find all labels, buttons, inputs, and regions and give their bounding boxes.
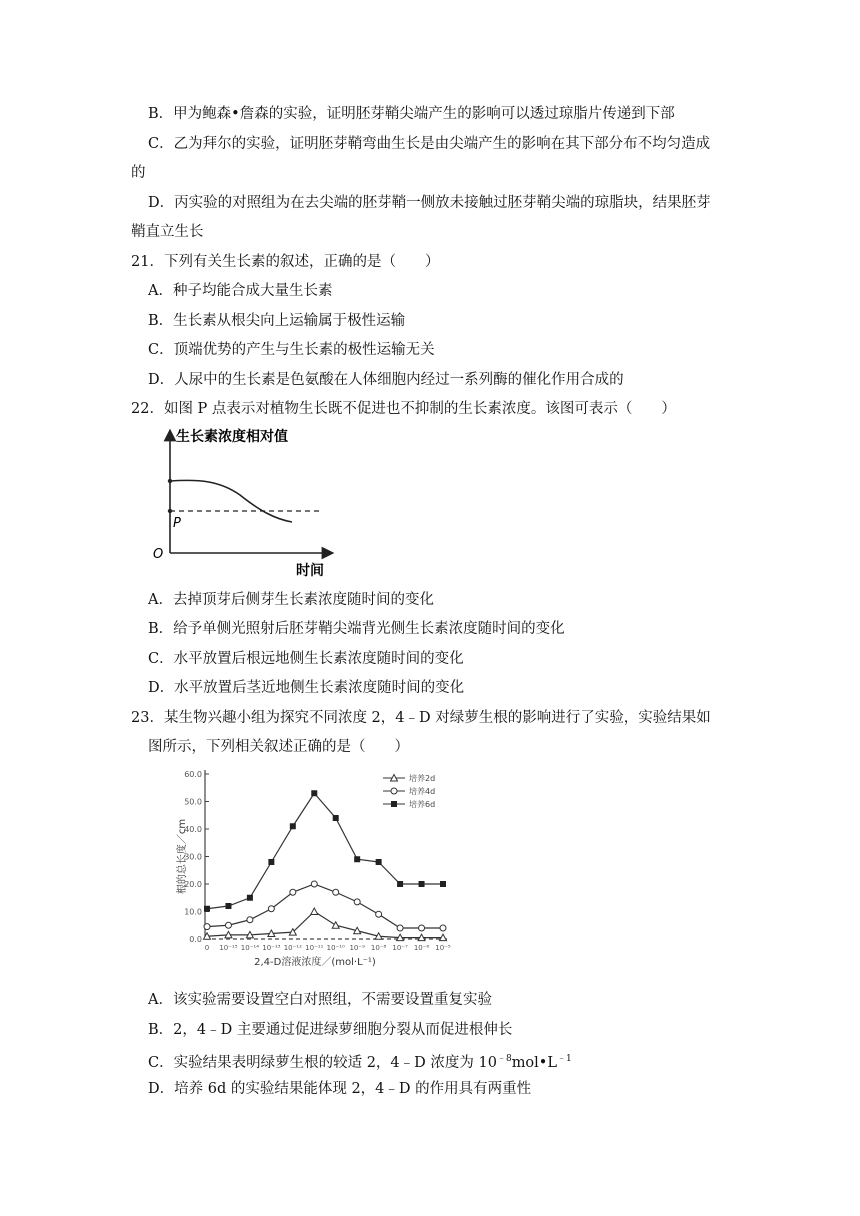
- q23-x-tick-label: 10⁻¹⁰: [326, 944, 345, 952]
- q22-option-d: D．水平放置后茎近地侧生长素浓度随时间的变化: [148, 680, 465, 696]
- q23-x-tick-label: 10⁻¹⁵: [219, 944, 238, 952]
- q23-y-tick-label: 50.0: [184, 797, 202, 807]
- q23-legend-marker: [391, 788, 397, 794]
- q22-x-label: 时间: [296, 563, 324, 579]
- q23-series-2-point: [333, 889, 339, 895]
- q23-x-tick-label: 10⁻⁸: [370, 944, 387, 952]
- q23-x-tick-label: 10⁻⁶: [413, 944, 430, 952]
- q23-series-2-point: [354, 899, 360, 905]
- q23-x-tick-label: 10⁻¹²: [283, 944, 302, 952]
- q20-option-c-line1: C．乙为拜尔的实验，证明胚芽鞘弯曲生长是由尖端产生的影响在其下部分布不均匀造成: [148, 136, 711, 152]
- q23-x-tick-label: 10⁻⁷: [392, 944, 408, 952]
- q23-stem-line1: 23．某生物兴趣小组为探究不同浓度 2，4﹣D 对绿萝生根的影响进行了实验，实验结果如: [131, 710, 711, 726]
- q23-series-1-point: [332, 922, 339, 929]
- q23-legend-label: 培养6d: [409, 800, 436, 809]
- q23-series-3-point: [440, 881, 446, 887]
- q23-y-axis-label: 根的总长度／cm: [177, 818, 188, 895]
- q23-series-line-1: [207, 912, 443, 938]
- q23-option-c-exp2: ﹣1: [557, 1054, 572, 1064]
- q23-y-tick-label: 60.0: [184, 770, 202, 779]
- q23-series-2-point: [419, 925, 425, 931]
- q23-x-tick-label: 0: [204, 944, 210, 952]
- q22-stem: 22．如图 P 点表示对植物生长既不促进也不抑制的生长素浓度。该图可表示（ ）: [131, 401, 676, 417]
- q23-series-3-point: [225, 903, 231, 909]
- q23-series-2-point: [225, 922, 231, 928]
- q23-option-d: D．培养 6d 的实验结果能体现 2，4﹣D 的作用具有两重性: [148, 1081, 532, 1097]
- q23-x-tick-label: 10⁻¹⁴: [240, 944, 260, 952]
- q23-series-3-point: [419, 881, 425, 887]
- q23-option-c-exp1: ﹣8: [496, 1054, 512, 1064]
- q23-stem-line2: 图所示，下列相关叙述正确的是（ ）: [148, 739, 409, 755]
- q23-y-tick-label: 30.0: [184, 852, 202, 862]
- q23-series-2-point: [440, 925, 446, 931]
- q23-legend-label: 培养4d: [409, 787, 436, 796]
- q22-curve: [170, 480, 292, 522]
- q23-series-2-point: [247, 917, 253, 923]
- q23-x-tick-label: 10⁻⁵: [435, 944, 451, 952]
- q23-series-1-point: [311, 908, 318, 915]
- q20-option-d-line1: D．丙实验的对照组为在去尖端的胚芽鞘一侧放未接触过胚芽鞘尖端的琼脂块，结果胚芽: [148, 195, 711, 211]
- q20-option-b: B．甲为鲍森•詹森的实验，证明胚芽鞘尖端产生的影响可以透过琼脂片传递到下部: [148, 106, 675, 122]
- q21-option-c: C．顶端优势的产生与生长素的极性运输无关: [148, 342, 435, 358]
- q23-x-tick-label: 10⁻⁹: [349, 944, 365, 952]
- q22-y-label: 生长素浓度相对值: [176, 429, 288, 445]
- q22-option-b: B．给予单侧光照射后胚芽鞘尖端背光侧生长素浓度随时间的变化: [148, 621, 565, 637]
- q23-y-tick-label: 0.0: [189, 935, 202, 944]
- q21-option-a: A．种子均能合成大量生长素: [148, 283, 333, 299]
- q23-y-tick-label: 10.0: [184, 907, 202, 917]
- q23-y-tick-label: 40.0: [184, 825, 202, 834]
- q21-option-b: B．生长素从根尖向上运输属于极性运输: [148, 313, 406, 329]
- q23-series-3-point: [333, 815, 339, 821]
- q21-option-d: D．人尿中的生长素是色氨酸在人体细胞内经过一系列酶的催化作用合成的: [148, 372, 624, 388]
- q23-series-3-point: [290, 823, 296, 829]
- q23-legend-marker: [391, 801, 397, 807]
- q22-p-label: P: [173, 516, 181, 531]
- q23-option-c-text: C．实验结果表明绿萝生根的较适 2，4﹣D 浓度为 10: [148, 1055, 497, 1071]
- q23-series-2-point: [204, 924, 210, 930]
- q22-p-point: [168, 509, 172, 513]
- q23-series-3-point: [311, 790, 317, 796]
- q23-series-3-point: [268, 859, 274, 865]
- q22-start-point: [168, 479, 172, 483]
- q20-option-d-line2: 鞘直立生长: [131, 224, 204, 240]
- q23-x-tick-label: 10⁻¹¹: [305, 944, 324, 952]
- q20-option-c-line2: 的: [131, 165, 146, 181]
- q23-option-c-unit: mol•L: [511, 1055, 557, 1071]
- q23-series-2-point: [290, 889, 296, 895]
- q23-x-tick-label: 10⁻¹³: [262, 944, 281, 952]
- q23-series-line-3: [207, 793, 443, 909]
- q22-option-c: C．水平放置后根远地侧生长素浓度随时间的变化: [148, 651, 464, 667]
- q23-series-2-point: [376, 911, 382, 917]
- q23-series-3-point: [397, 881, 403, 887]
- q23-series-3-point: [376, 859, 382, 865]
- q23-line-chart: [175, 764, 465, 986]
- q23-option-b: B．2，4﹣D 主要通过促进绿萝细胞分裂从而促进根伸长: [148, 1022, 513, 1038]
- q22-graph: [140, 425, 340, 580]
- q22-option-a: A．去掉顶芽后侧芽生长素浓度随时间的变化: [148, 592, 434, 608]
- q21-stem: 21．下列有关生长素的叙述，正确的是（ ）: [131, 254, 440, 270]
- q22-origin-label: O: [153, 547, 164, 562]
- q23-series-2-point: [397, 925, 403, 931]
- q23-series-line-2: [207, 884, 443, 928]
- q23-legend-label: 培养2d: [409, 774, 436, 783]
- q23-y-tick-label: 20.0: [184, 880, 202, 889]
- q23-series-3-point: [204, 906, 210, 912]
- q23-option-c: [148, 1049, 572, 1073]
- q23-series-2-point: [268, 906, 274, 912]
- q23-series-3-point: [354, 856, 360, 862]
- q23-x-axis-label: 2,4-D溶液浓度／(mol·L⁻¹): [254, 957, 376, 968]
- q23-option-a: A．该实验需要设置空白对照组，不需要设置重复实验: [148, 992, 492, 1008]
- q23-series-2-point: [311, 881, 317, 887]
- q23-series-3-point: [247, 895, 253, 901]
